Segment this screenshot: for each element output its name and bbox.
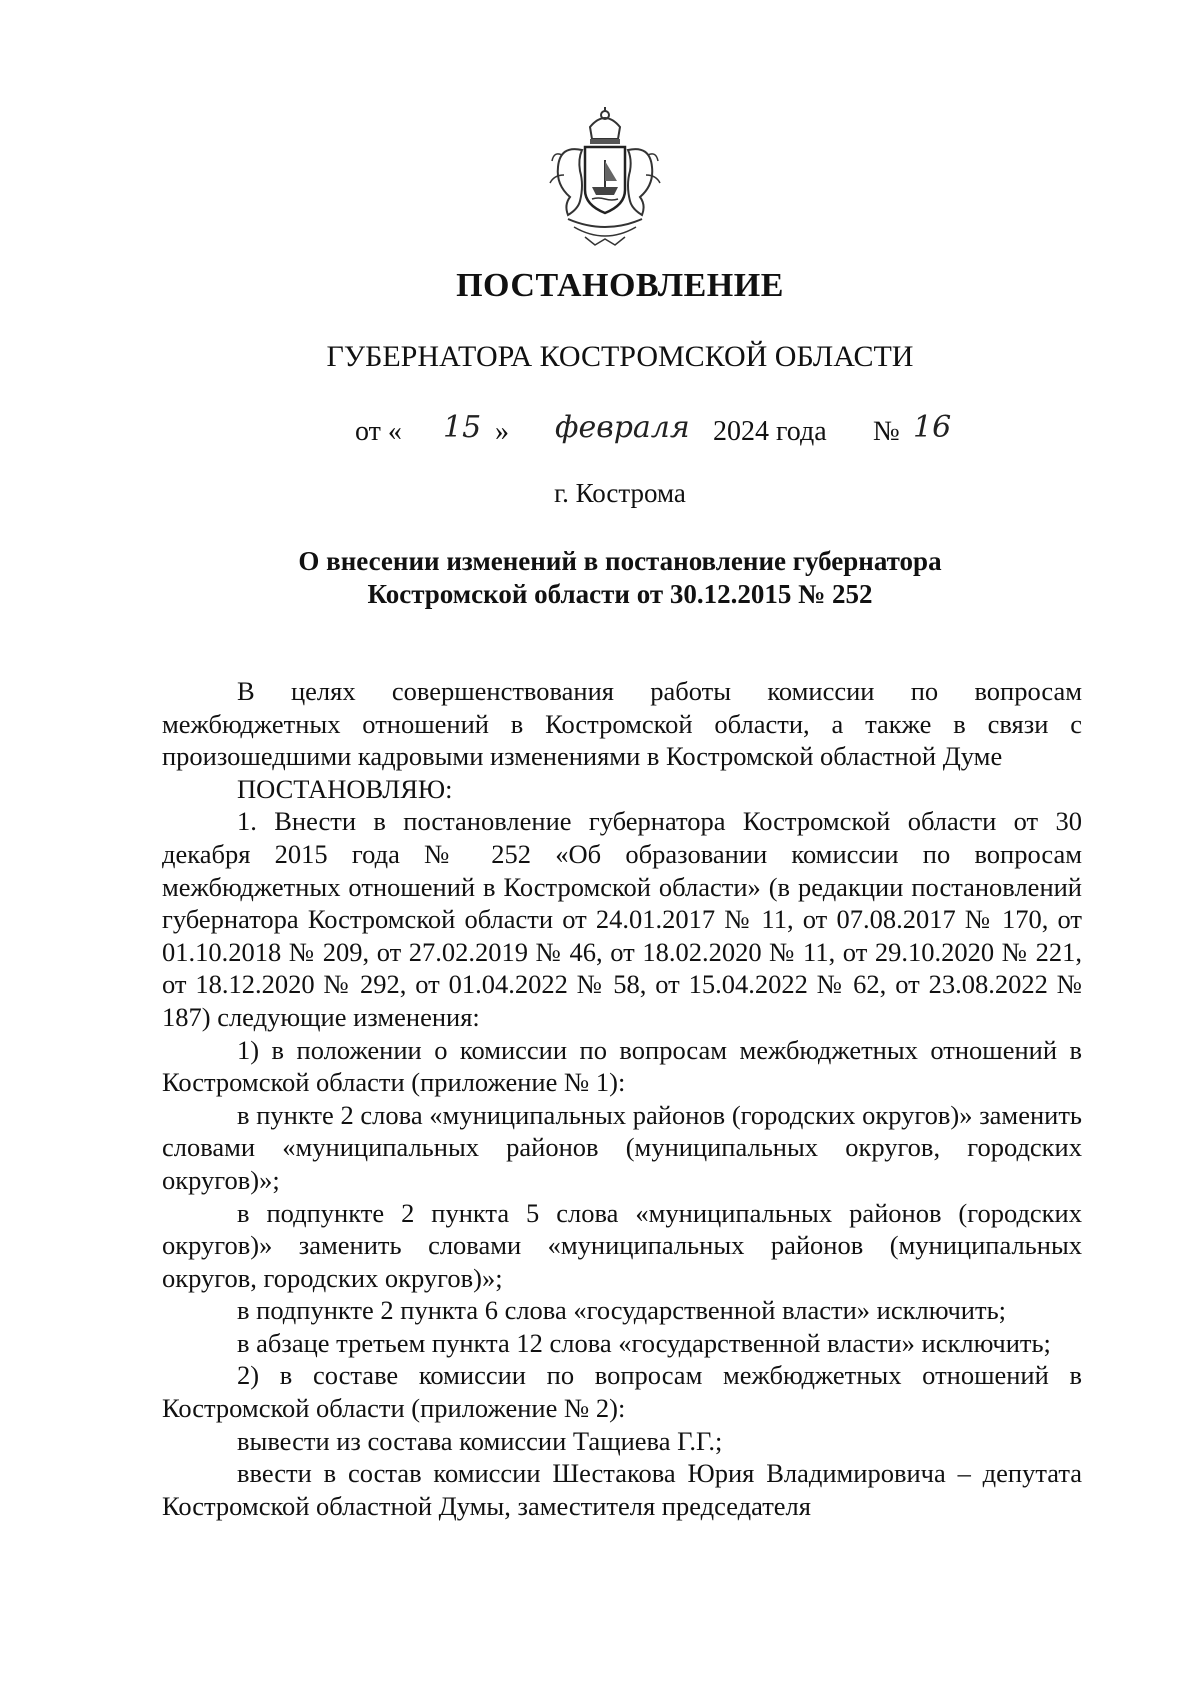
handwritten-month: февраля <box>555 410 690 445</box>
body-paragraph: в абзаце третьем пункта 12 слова «государственной власти» исключить; <box>237 1327 1051 1358</box>
body-paragraph: в подпункте 2 пункта 6 слова «государственной власти» исключить; <box>237 1295 1007 1326</box>
number-label: № <box>873 416 900 447</box>
body-paragraph: в подпункте 2 пункта 5 слова «муниципальных районов (городских округов)» заменить словами «муниципальных районов (муниципальных округов, городских округов)»; <box>162 1197 1082 1293</box>
body-paragraph: 1. Внести в постановление губернатора Костромской области от 30 декабря 2015 года № 252 «Об образовании комиссии по вопросам межбюджетных отношений в Костромской области» (в редакции постановлений губернатора Костромской области от 24.01.2017 № 11, от 07.08.2017 № 170, от 01.10.2018 № 209, от 27.02.2019 № 46, от 18.02.2020 № 11, от 29.10.2020 № 221, от 18.12.2020 № 292, от 01.04.2022 № 58, от 15.04.2022 № 62, от 23.08.2022 № 187) следующие изменения: <box>162 806 1082 1032</box>
issuer-heading: ГУБЕРНАТОРА КОСТРОМСКОЙ ОБЛАСТИ <box>326 340 914 373</box>
body-paragraph: вывести из состава комиссии Тащиева Г.Г.; <box>237 1425 723 1456</box>
body-paragraph: ПОСТАНОВЛЯЮ: <box>237 773 453 804</box>
body-paragraph: 1) в положении о комиссии по вопросам межбюджетных отношений в Костромской области (приложение № 1): <box>162 1034 1082 1098</box>
document-title <box>0 545 1200 611</box>
date-close-quote: » <box>495 416 509 447</box>
coat-of-arms-icon <box>540 105 670 255</box>
city-line: г. Кострома <box>554 478 686 508</box>
handwritten-number: 16 <box>913 410 952 445</box>
handwritten-day: 15 <box>443 410 482 445</box>
document-body <box>162 675 1082 1522</box>
body-paragraph: в пункте 2 слова «муниципальных районов (городских округов)» заменить словами «муниципальных районов (муниципальных округов, городских округов)»; <box>162 1099 1082 1195</box>
date-prefix: от « <box>355 416 402 447</box>
body-paragraph: 2) в составе комиссии по вопросам межбюджетных отношений в Костромской области (приложение № 2): <box>162 1360 1082 1424</box>
date-number-line <box>355 410 1055 450</box>
title-line-1: О внесении изменений в постановление губернатора <box>298 546 942 576</box>
document-type-heading: ПОСТАНОВЛЕНИЕ <box>456 267 784 304</box>
body-paragraph: В целях совершенствования работы комиссии по вопросам межбюджетных отношений в Костромской области, а также в связи с произошедшими кадровыми изменениями в Костромской областной Думе <box>162 676 1082 772</box>
body-paragraph: ввести в состав комиссии Шестакова Юрия Владимировича – депутата Костромской областной Думы, заместителя председателя <box>162 1458 1082 1521</box>
year-text: 2024 года <box>713 416 827 447</box>
title-line-2: Костромской области от 30.12.2015 № 252 <box>367 579 873 609</box>
